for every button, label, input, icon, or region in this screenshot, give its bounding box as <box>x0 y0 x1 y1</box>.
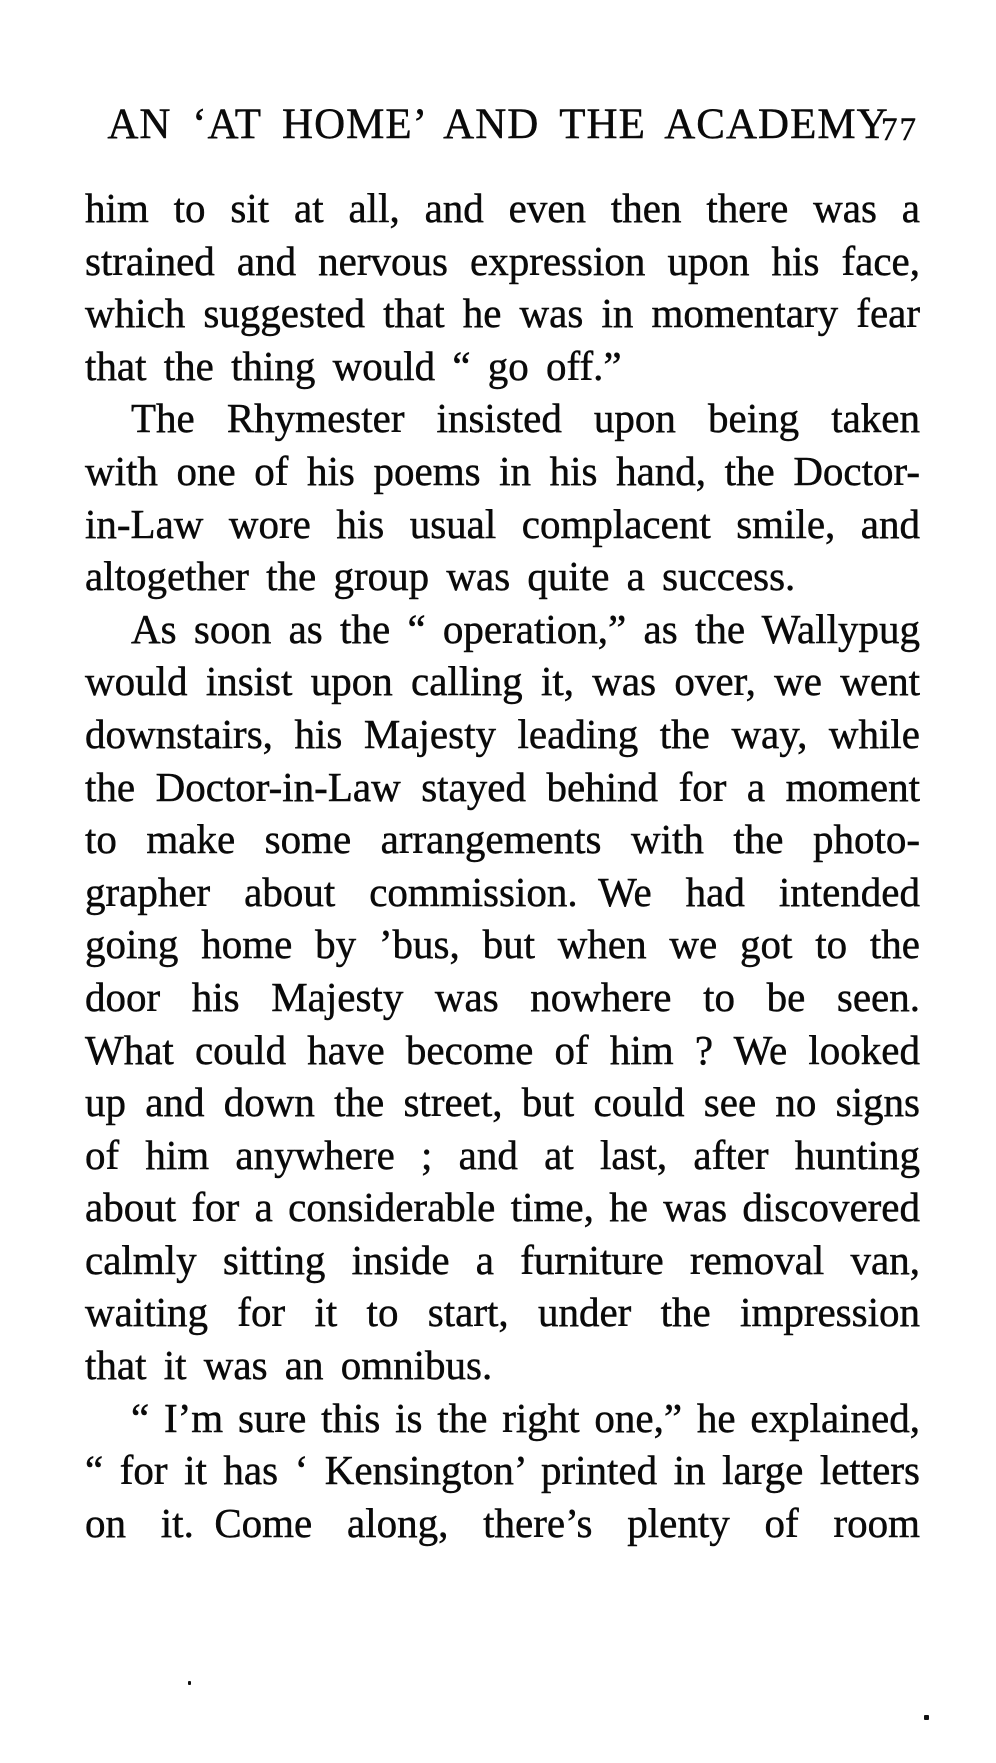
text-line: waiting for it to start, under the impression <box>85 1289 920 1336</box>
text-line: of him anywhere ; and at last, after hunting <box>85 1131 920 1178</box>
page-text <box>85 182 920 1549</box>
text-line: going home by ’bus, but when we got to the <box>85 921 920 968</box>
text-line: altogether the group was quite a success. <box>85 553 796 600</box>
text-line: with one of his poems in his hand, the Doctor- <box>85 447 920 494</box>
running-head-title: AN ‘AT HOME’ AND THE ACADEMY <box>107 101 889 148</box>
text-line: the Doctor-in-Law stayed behind for a moment <box>85 763 920 810</box>
text-line: calmly sitting inside a furniture removal van, <box>85 1236 920 1283</box>
text-line: that the thing would “ go off.” <box>85 342 622 389</box>
text-line: would insist upon calling it, was over, we went <box>85 658 920 705</box>
scan-speck <box>188 1681 191 1685</box>
scan-speck <box>924 1715 929 1720</box>
text-line: downstairs, his Majesty leading the way, while <box>85 710 920 757</box>
text-line: on it. Come along, there’s plenty of room <box>85 1499 920 1546</box>
text-line: about for a considerable time, he was discovered <box>85 1184 920 1231</box>
text-line: in-Law wore his usual complacent smile, and <box>85 500 920 547</box>
text-line: “ for it has ‘ Kensington’ printed in large letters <box>85 1447 920 1494</box>
text-line: that it was an omnibus. <box>85 1342 493 1389</box>
text-line: door his Majesty was nowhere to be seen. <box>85 973 920 1020</box>
page-number: 77 <box>881 112 918 148</box>
text-line: strained and nervous expression upon his face, <box>85 237 920 284</box>
text-line: “ I’m sure this is the right one,” he explained, <box>131 1394 920 1441</box>
text-line: As soon as the “ operation,” as the Wallypug <box>131 605 920 652</box>
text-line: him to sit at all, and even then there was a <box>85 185 920 231</box>
text-line: What could have become of him ? We looked <box>85 1026 920 1073</box>
running-head <box>0 103 996 146</box>
text-line: up and down the street, but could see no signs <box>85 1079 920 1126</box>
text-line: grapher about commission. We had intended <box>85 868 920 915</box>
text-line: The Rhymester insisted upon being taken <box>131 395 920 442</box>
text-line: to make some arrangements with the photo- <box>85 816 920 863</box>
text-line: which suggested that he was in momentary fear <box>85 290 920 337</box>
